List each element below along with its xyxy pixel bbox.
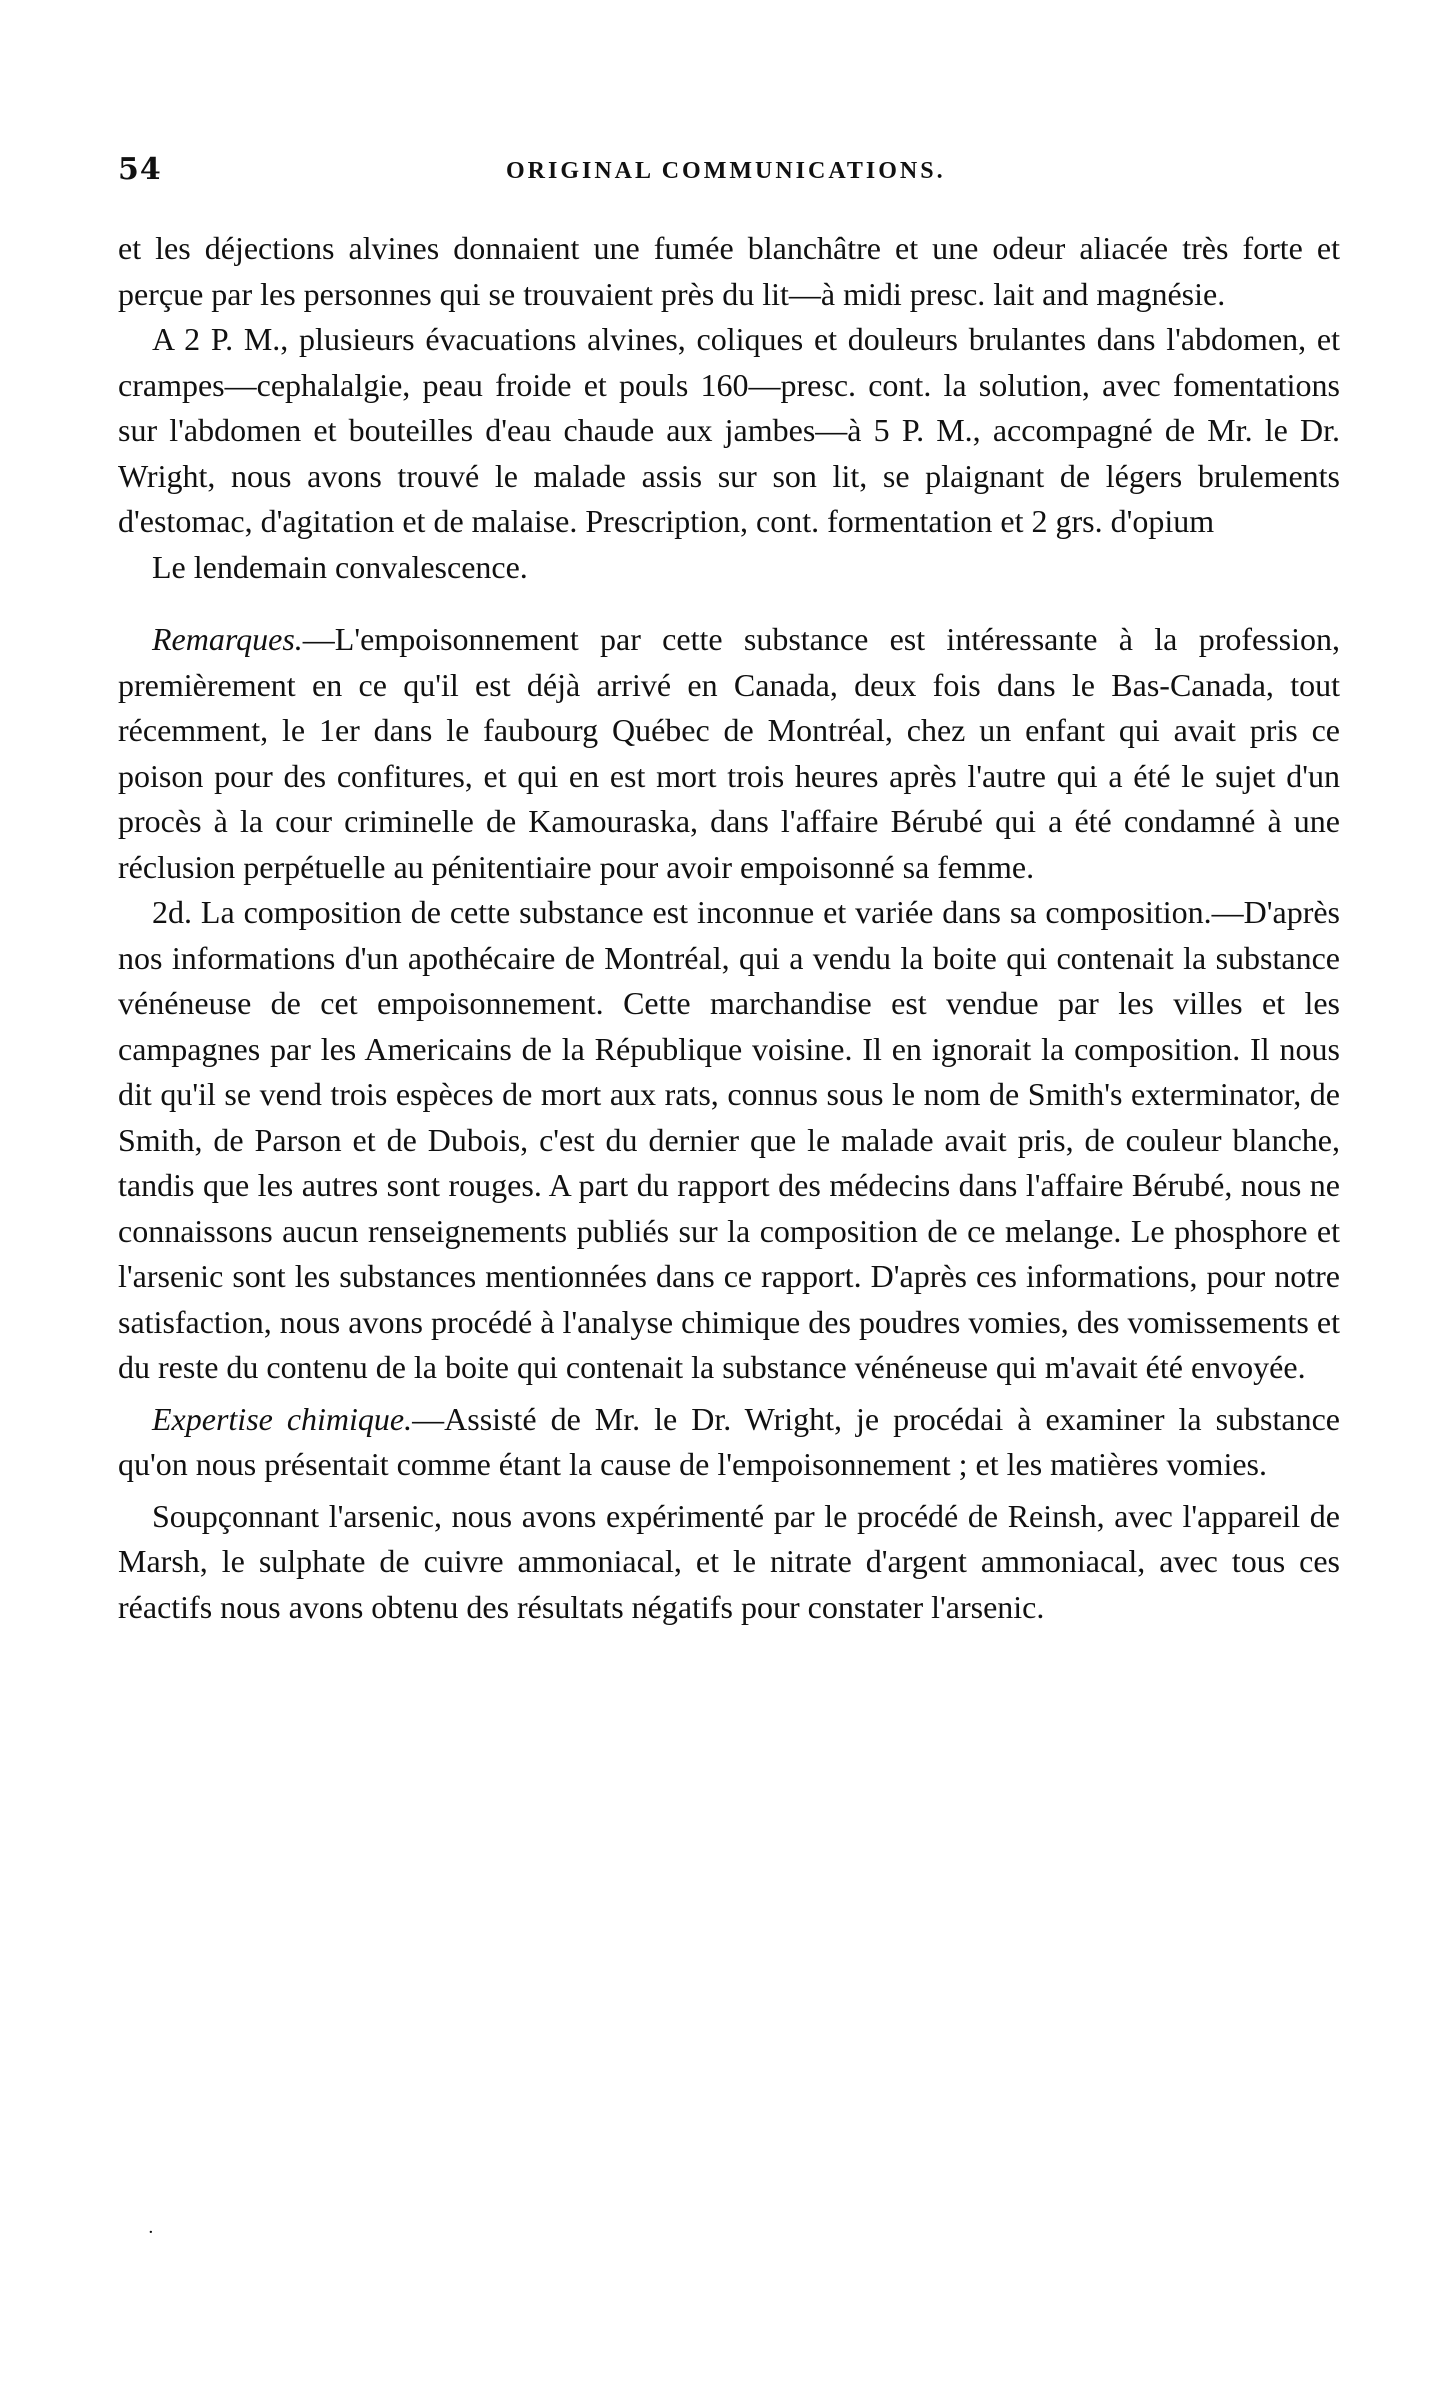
running-head <box>118 152 1340 192</box>
page-number: 54 <box>118 152 162 187</box>
paragraph-soupconnant <box>118 1494 1340 1631</box>
paragraph-lead-in: Remarques. <box>152 621 303 657</box>
paragraph-lendemain <box>118 545 1340 591</box>
paragraph-text: —L'empoisonnement par cette substance est intéressante à la profession, premièrement en ce qu'il est déjà arrivé en Canada, deux fois dans le Bas-Canada, tout récemment, le 1er dans le faubourg Québec de Montréal, chez un enfant qui avait pris ce poison pour des confitures, et qui en est mort trois heures après l'autre qui a été le sujet d'un procès à la cour criminelle de Kamouraska, dans l'affaire Bérubé qui a été condamné à une réclusion perpétuelle au pénitentiaire pour avoir empoisonné sa femme. <box>118 621 1340 885</box>
paragraph-text: 2d. La composition de cette substance est inconnue et variée dans sa composition.—D'après nos informations d'un apothécaire de Montréal, qui a vendu la boite qui contenait la substance vénéneuse de cet empoisonnement. Cette marchandise est vendue par les villes et les campagnes par les Americains de la République voisine. Il en ignorait la composition. Il nous dit qu'il se vend trois espèces de mort aux rats, connus sous le nom de Smith's exterminator, de Smith, de Parson et de Dubois, c'est du dernier que le malade avait pris, de couleur blanche, tandis que les autres sont rouges. A part du rapport des médecins dans l'affaire Bérubé, nous ne connaissons aucun renseignements publiés sur la composition de ce melange. Le phosphore et l'arsenic sont les substances mentionnées dans ce rapport. D'après ces informations, pour notre satisfaction, nous avons procédé à l'analyse chimique des poudres vomies, des vomissements et du reste du contenu de la boite qui contenait la substance vénéneuse qui m'avait été envoyée. <box>118 894 1340 1385</box>
printer-mark: · <box>148 2222 154 2243</box>
paragraph-text: A 2 P. M., plusieurs évacuations alvines, coliques et douleurs brulantes dans l'abdomen, et crampes—cephalalgie, peau froide et pouls 160—presc. cont. la solution, avec fomentations sur l'abdomen et bouteilles d'eau chaude aux jambes—à 5 P. M., accompagné de Mr. le Dr. Wright, nous avons trouvé le malade assis sur son lit, se plaignant de légers brulements d'estomac, d'agitation et de malaise. Prescription, cont. formentation et 2 grs. d'opium <box>118 321 1340 539</box>
body-text <box>118 226 1340 1630</box>
paragraph-text: et les déjections alvines donnaient une fumée blanchâtre et une odeur aliacée très forte et perçue par les personnes qui se trouvaient près du lit—à midi presc. lait and magnésie. <box>118 230 1340 312</box>
paragraph-composition <box>118 890 1340 1391</box>
paragraph-text: Le lendemain convalescence. <box>152 548 528 585</box>
paragraph-text: Soupçonnant l'arsenic, nous avons expérimenté par le procédé de Reinsh, avec l'appareil de Marsh, le sulphate de cuivre ammoniacal, et le nitrate d'argent ammoniacal, avec tous ces réactifs nous avons obtenu des résultats négatifs pour constater l'arsenic. <box>118 1497 1340 1625</box>
paragraph-expertise <box>118 1397 1340 1488</box>
paragraph-2pm <box>118 317 1340 545</box>
paragraph-remarques <box>118 617 1340 890</box>
page <box>118 0 1340 2395</box>
paragraph-lead-in: Expertise chimique. <box>152 1400 413 1437</box>
paragraph-text: —Assisté de Mr. le Dr. Wright, je procédai à examiner la substance qu'on nous présentait comme étant la cause de l'empoisonnement ; et les matières vomies. <box>118 1400 1341 1482</box>
paragraph-continued <box>118 226 1340 317</box>
running-title: ORIGINAL COMMUNICATIONS. <box>506 158 946 184</box>
